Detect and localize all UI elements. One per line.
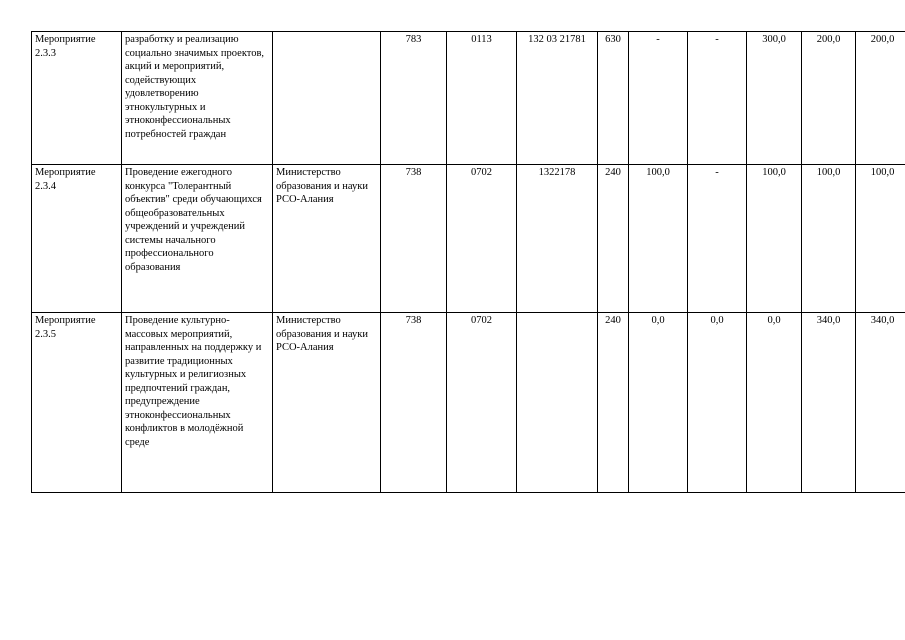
vr-cell: 240 [598, 313, 629, 493]
csr-cell [517, 313, 598, 493]
measure-description-cell: Проведение культурно-массовых мероприятий, направленных на поддержку и развитие традиционных культурных и религиозных предпочтений граждан, предупреждение этноконфессиональных конфликтов в молодёжной среде [122, 313, 273, 493]
measure-code-cell: Мероприятие 2.3.3 [32, 32, 122, 165]
year2-cell: 0,0 [688, 313, 747, 493]
year3-cell: 300,0 [747, 32, 802, 165]
executor-cell [273, 32, 381, 165]
table-row [32, 165, 905, 313]
measure-code-cell: Мероприятие 2.3.5 [32, 313, 122, 493]
measure-description-cell: разработку и реализацию социально значимых проектов, акций и мероприятий, содействующих удовлетворению этнокультурных и этноконфессиональных потребностей граждан [122, 32, 273, 165]
executor-cell: Министерство образования и науки РСО-Алания [273, 165, 381, 313]
grbs-cell: 738 [381, 165, 447, 313]
measure-description-cell: Проведение ежегодного конкурса "Толерантный объектив" среди обучающихся общеобразовательных учреждений и учреждений системы начального профессионального образования [122, 165, 273, 313]
year5-cell: 340,0 [856, 313, 905, 493]
rzpr-cell: 0702 [447, 165, 517, 313]
year4-cell: 100,0 [802, 165, 856, 313]
csr-cell: 1322178 [517, 165, 598, 313]
grbs-cell: 738 [381, 313, 447, 493]
year2-cell: - [688, 165, 747, 313]
year3-cell: 0,0 [747, 313, 802, 493]
year1-cell: 0,0 [629, 313, 688, 493]
year5-cell: 200,0 [856, 32, 905, 165]
vr-cell: 240 [598, 165, 629, 313]
vr-cell: 630 [598, 32, 629, 165]
table-row [32, 313, 905, 493]
year4-cell: 340,0 [802, 313, 856, 493]
table-row [32, 32, 905, 165]
year1-cell: - [629, 32, 688, 165]
grbs-cell: 783 [381, 32, 447, 165]
year4-cell: 200,0 [802, 32, 856, 165]
measure-code-cell: Мероприятие 2.3.4 [32, 165, 122, 313]
program-measures-table [31, 31, 905, 493]
year2-cell: - [688, 32, 747, 165]
year5-cell: 100,0 [856, 165, 905, 313]
csr-cell: 132 03 21781 [517, 32, 598, 165]
rzpr-cell: 0113 [447, 32, 517, 165]
executor-cell: Министерство образования и науки РСО-Алания [273, 313, 381, 493]
rzpr-cell: 0702 [447, 313, 517, 493]
year3-cell: 100,0 [747, 165, 802, 313]
year1-cell: 100,0 [629, 165, 688, 313]
